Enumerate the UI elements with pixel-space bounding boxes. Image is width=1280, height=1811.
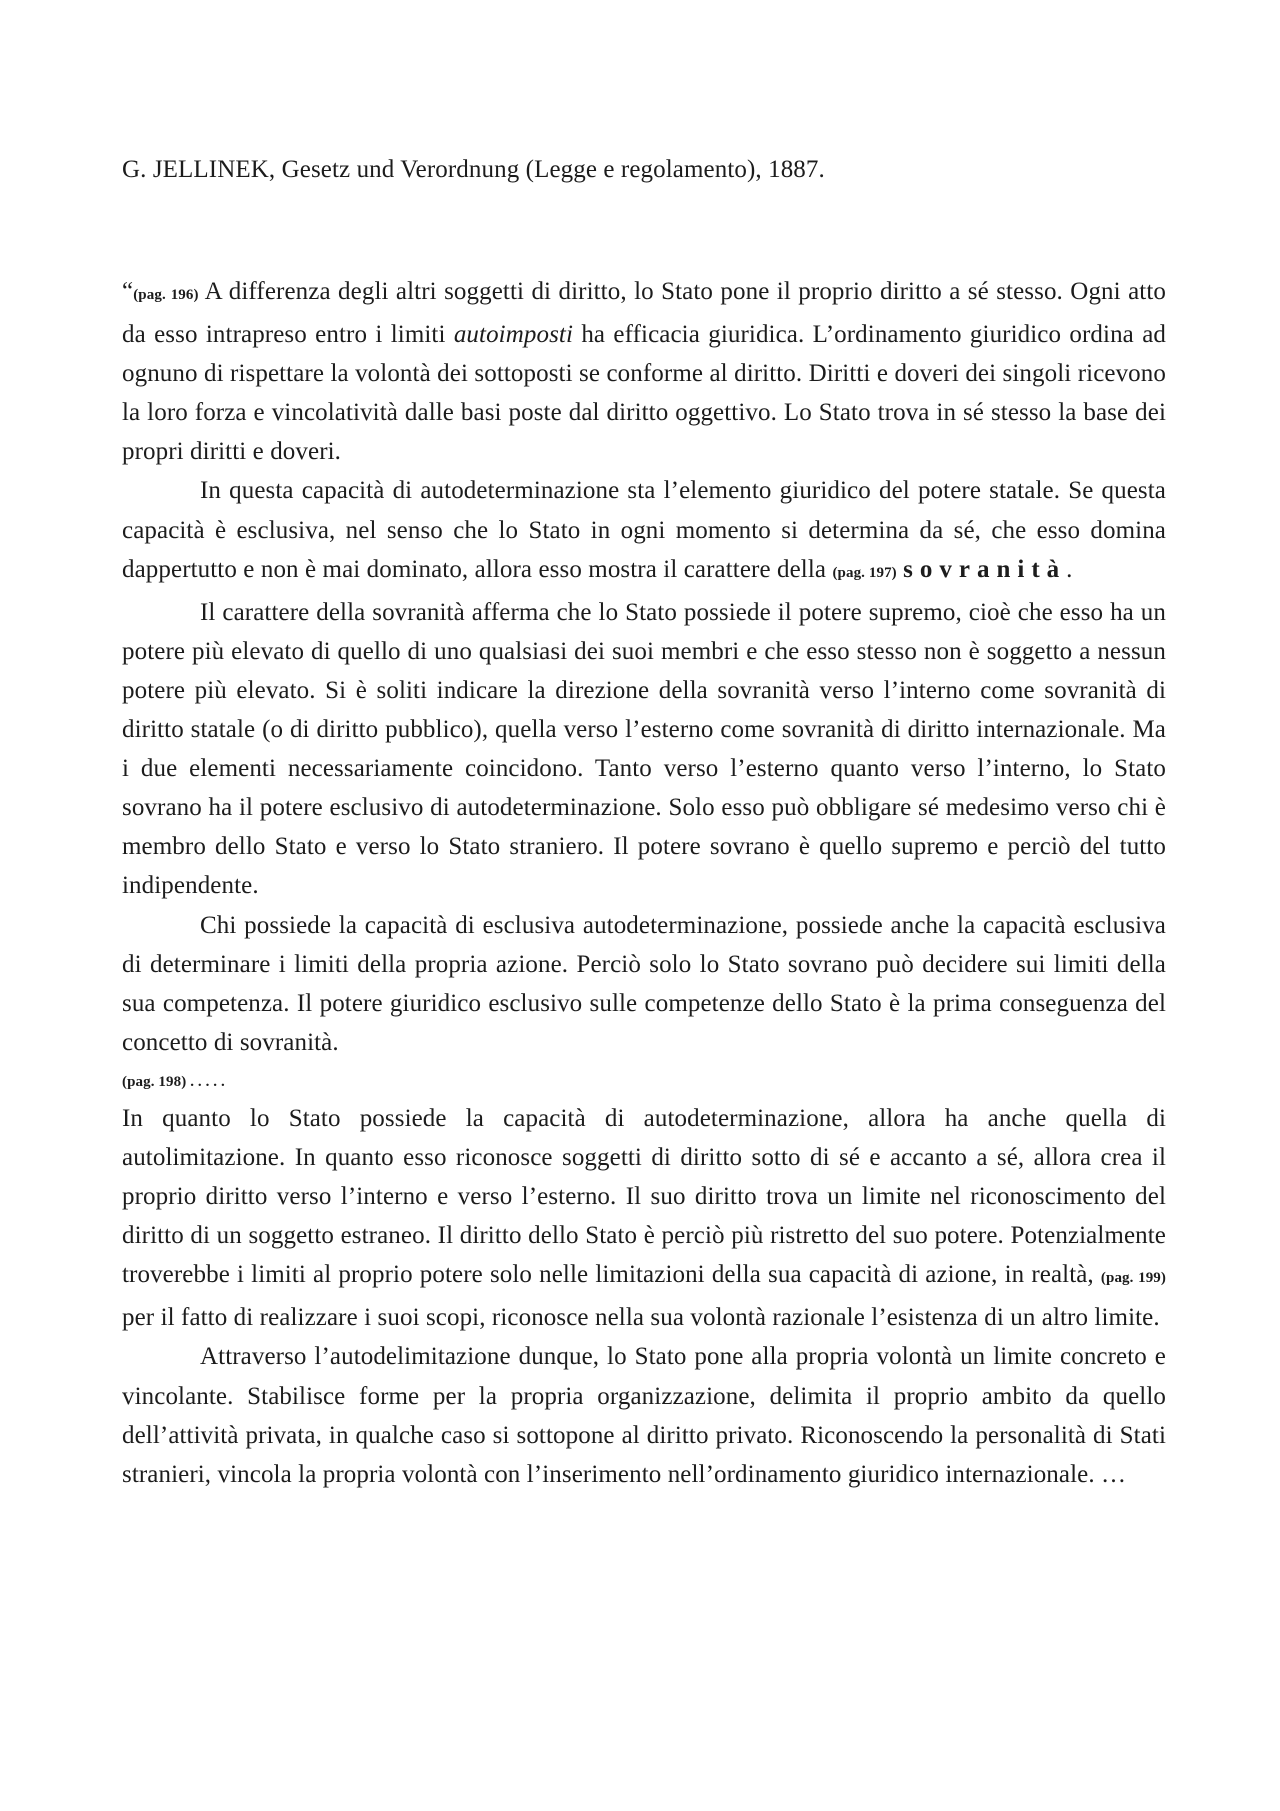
paragraph-1-text-b: ha efficacia giuridica. L’ordinamento giuridico ordina ad ognuno di rispettare la volontà dei sottoposti se conforme al diritto. Diritti e doveri dei singoli ricevono la loro forza e vincolatività dalle basi poste dal diritto oggettivo. Lo Stato trova in sé stesso la base dei propri diritti e doveri. <box>122 321 1166 466</box>
paragraph-5-text-a: In quanto lo Stato possiede la capacità di autodeterminazione, allora ha anche quella di autolimitazione. In quanto esso riconosce soggetti di diritto sotto di sé e accanto a sé, allora crea il proprio diritto verso l’interno e verso l’esterno. Il suo diritto trova un limite nel riconoscimento del diritto di un soggetto estraneo. Il diritto dello Stato è perciò più ristretto del suo potere. Potenzialmente troverebbe i limiti al proprio potere solo nelle limitazioni della sua capacità di azione, in realtà, <box>122 1104 1166 1289</box>
paragraph-2-end: . <box>1066 555 1073 583</box>
opening-quote: “ <box>122 278 134 305</box>
paragraph-2 <box>122 471 1166 592</box>
page-reference-196: (pag. 196) <box>133 287 199 303</box>
quoted-excerpt <box>122 272 1166 1494</box>
spaced-term-sovranita: sovranità <box>903 555 1067 583</box>
page-reference-197: (pag. 197) <box>832 564 897 581</box>
paragraph-2-text: In questa capacità di autodeterminazione sta l’elemento giuridico del potere statale. Se questa capacità è esclusiva, nel senso che lo Stato in ogni momento si determina da sé, che esso domina dappertutto e non è mai dominato, allora esso mostra il carattere della <box>122 477 1166 583</box>
paragraph-5-text-b: per il fatto di realizzare i suoi scopi, riconosce nella sua volontà razionale l’esistenza di un altro limite. <box>122 1304 1160 1332</box>
paragraph-3: Il carattere della sovranità afferma che lo Stato possiede il potere supremo, cioè che esso ha un potere più elevato di quello di uno qualsiasi dei suoi membri e che esso stesso non è soggetto a nessun potere più elevato. Si è soliti indicare la direzione della sovranità verso l’interno come sovranità di diritto statale (o di diritto pubblico), quella verso l’esterno come sovranità di diritto internazionale. Ma i due elementi necessariamente coincidono. Tanto verso l’esterno quanto verso l’interno, lo Stato sovrano ha il potere esclusivo di autodeterminazione. Solo esso può obbligare sé medesimo verso chi è membro dello Stato e verso lo Stato straniero. Il potere sovrano è quello supremo e perciò del tutto indipendente. <box>122 598 1166 900</box>
paragraph-4: Chi possiede la capacità di esclusiva autodeterminazione, possiede anche la capacità esclusiva di determinare i limiti della propria azione. Perciò solo lo Stato sovrano può decidere sui limiti della sua competenza. Il potere giuridico esclusivo sulle competenze dello Stato è la prima conseguenza del concetto di sovranità. <box>122 911 1166 1056</box>
page-reference-198: (pag. 198) <box>122 1073 187 1090</box>
italic-term-autoimposti: autoimposti <box>453 321 573 349</box>
document-title: G. JELLINEK, Gesetz und Verordnung (Legge e regolamento), 1887. <box>122 156 825 183</box>
paragraph-5 <box>122 1099 1166 1338</box>
paragraph-1 <box>122 272 1166 471</box>
page-marker-198 <box>122 1062 1166 1099</box>
page-reference-199: (pag. 199) <box>1100 1270 1166 1287</box>
omission-ellipsis: . . . . . <box>186 1073 225 1090</box>
paragraph-6: Attraverso l’autodelimitazione dunque, lo Stato pone alla propria volontà un limite concreto e vincolante. Stabilisce forme per la propria organizzazione, delimita il proprio ambito da quello dell’attività privata, in qualche caso si sottopone al diritto privato. Riconoscendo la personalità di Stati stranieri, vincola la propria volontà con l’inserimento nell’ordinamento giuridico internazionale. … <box>122 1343 1166 1488</box>
paragraph-1-text-a: A differenza degli altri soggetti di diritto, lo Stato pone il proprio diritto a sé stesso. Ogni atto da esso intrapreso entro i limiti <box>122 278 1166 349</box>
